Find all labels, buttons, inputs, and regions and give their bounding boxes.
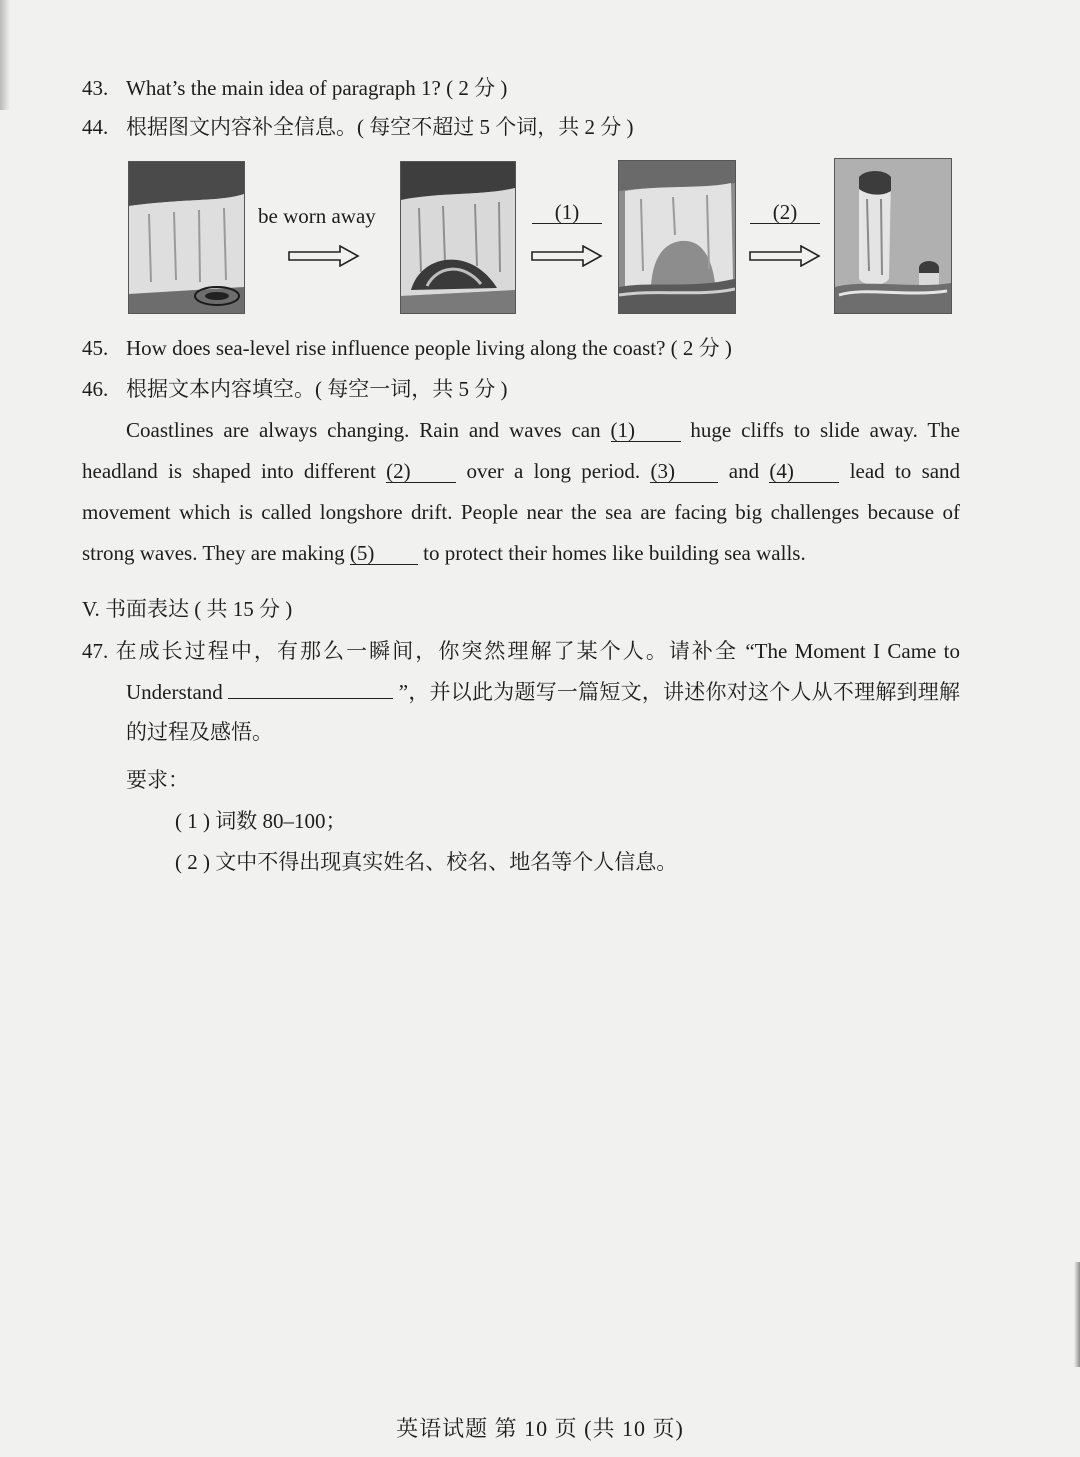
question-47-line-2: [126, 678, 960, 706]
question-text: 在成长过程中，有那么一瞬间，你突然理解了某个人。请补全 “The Moment I Came to: [115, 639, 960, 663]
question-44: [82, 113, 634, 141]
question-number: 44.: [82, 115, 109, 139]
question-text: What’s the main idea of paragraph 1? ( 2 分 ): [126, 76, 508, 100]
cliff-picture-2: [400, 161, 516, 314]
fill-blank-4: (4): [769, 460, 839, 483]
fill-blank-2: (2): [386, 460, 456, 483]
passage-text: huge cliffs to slide away. The: [690, 418, 960, 442]
question-46: [82, 375, 508, 403]
question-number: 43.: [82, 76, 109, 100]
right-arrow-icon: [288, 245, 360, 267]
question-47-line-3: 的过程及感悟。: [126, 720, 273, 744]
requirements-heading: 要求：: [126, 768, 189, 792]
question-text: 根据文本内容填空。( 每空一词，共 5 分 ): [126, 377, 508, 401]
section-heading: V. 书面表达 ( 共 15 分 ): [82, 597, 293, 621]
question-text: How does sea-level rise influence people living along the coast? ( 2 分 ): [126, 336, 732, 360]
question-47-line-1: [82, 637, 960, 665]
page-footer: 英语试题 第 10 页 (共 10 页): [396, 1416, 684, 1441]
passage-line-1: [126, 416, 960, 444]
right-arrow-icon: [531, 245, 603, 267]
question-text: 根据图文内容补全信息。( 每空不超过 5 个词，共 2 分 ): [126, 115, 634, 139]
passage-text: to protect their homes like building sea walls.: [423, 541, 806, 565]
question-text: ”，并以此为题写一篇短文，讲述你对这个人从不理解到理解: [398, 680, 961, 704]
cliff-picture-3: [618, 160, 736, 314]
passage-text: over a long period.: [466, 459, 641, 483]
requirement-2: ( 2 ) 文中不得出现真实姓名、校名、地名等个人信息。: [175, 850, 678, 874]
passage-line-2: [82, 457, 960, 485]
passage-text: strong waves. They are making: [82, 541, 345, 565]
passage-line-4: [82, 539, 960, 567]
passage-text: and: [728, 459, 760, 483]
cliff-picture-4: [834, 158, 952, 314]
passage-text: headland is shaped into different: [82, 459, 376, 483]
page-edge-shadow-left: [0, 0, 10, 110]
question-43: [82, 74, 507, 102]
fill-blank-3: (3): [650, 460, 718, 483]
fill-blank-1: (1): [611, 419, 681, 442]
cliff-picture-1: [128, 161, 245, 314]
question-number: 45.: [82, 336, 109, 360]
diagram-blank-2: (2): [750, 201, 820, 224]
right-arrow-icon: [749, 245, 821, 267]
question-number: 47.: [82, 639, 109, 663]
fill-blank-5: (5): [350, 542, 418, 565]
question-number: 46.: [82, 377, 109, 401]
passage-text: lead to sand: [849, 459, 961, 483]
question-45: [82, 334, 732, 362]
passage-text: movement which is called longshore drift. People near the sea are facing big challenges because of: [82, 500, 960, 524]
question-text: Understand: [126, 680, 223, 704]
title-blank: [228, 698, 393, 699]
passage-text: Coastlines are always changing. Rain and waves can: [126, 418, 601, 442]
page-edge-shadow-right: [1074, 1262, 1080, 1367]
diagram-label-1: be worn away: [258, 204, 376, 228]
diagram-blank-1: (1): [532, 201, 602, 224]
requirement-1: ( 1 ) 词数 80–100；: [175, 809, 347, 833]
passage-line-3: [82, 498, 960, 526]
